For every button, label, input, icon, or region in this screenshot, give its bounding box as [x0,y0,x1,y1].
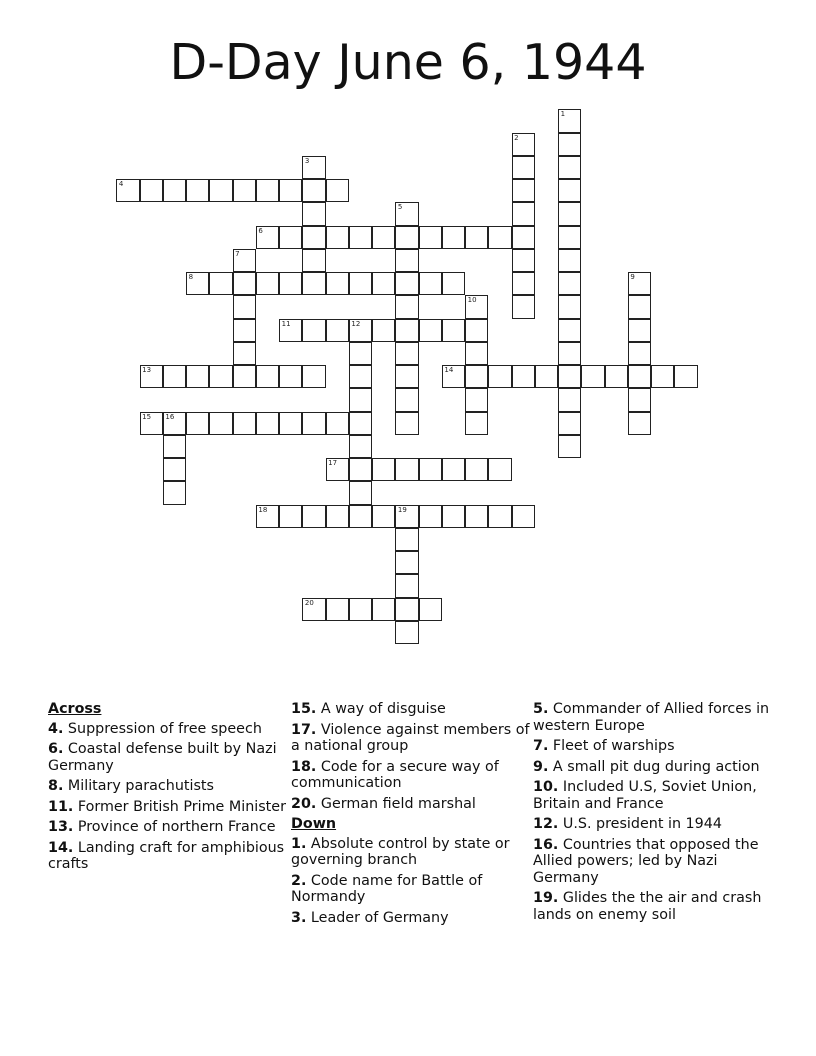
grid-cell[interactable] [512,272,535,295]
clue-text: Coastal defense built by Nazi Germany [48,741,277,774]
grid-cell[interactable] [233,342,256,365]
grid-cell[interactable] [395,574,418,597]
grid-cell[interactable] [349,598,372,621]
grid-cell[interactable] [674,365,697,388]
clue-down-19 [533,890,783,923]
grid-cell[interactable] [302,272,325,295]
grid-cell[interactable] [512,365,535,388]
clue-number: 1. [291,835,307,852]
grid-cell[interactable] [233,295,256,318]
clue-across-6 [48,741,288,774]
grid-cell[interactable] [233,179,256,202]
clue-text: U.S. president in 1944 [558,816,722,832]
grid-cell[interactable] [558,109,581,132]
across-heading: Across [48,701,102,717]
cell-number: 3 [304,156,310,165]
grid-cell[interactable] [163,412,186,435]
clue-across-4 [48,721,288,738]
grid-cell[interactable] [256,179,279,202]
clue-number: 8. [48,778,64,794]
grid-cell[interactable] [326,179,349,202]
clue-number: 12. [533,816,559,832]
grid-cell[interactable] [326,319,349,342]
grid-cell[interactable] [209,365,232,388]
page-title: D-Day June 6, 1944 [169,34,647,91]
grid-cell[interactable] [395,621,418,644]
clue-text: Violence against members of a national group [291,721,530,754]
cell-number: 1 [560,110,566,119]
grid-cell[interactable] [465,365,488,388]
clues-column-3 [533,701,783,927]
grid-cell[interactable] [279,272,302,295]
grid-cell[interactable] [558,179,581,202]
cell-number: 19 [397,505,407,514]
clue-text: Glides the the air and crash lands on enemy soil [533,890,762,923]
grid-cell[interactable] [163,435,186,458]
grid-cell[interactable] [326,272,349,295]
grid-cell[interactable] [395,272,418,295]
grid-cell[interactable] [209,179,232,202]
grid-cell[interactable] [395,505,418,528]
grid-cell[interactable] [302,202,325,225]
grid-cell[interactable] [140,365,163,388]
cell-number: 20 [304,598,314,607]
grid-cell[interactable] [256,412,279,435]
grid-cell[interactable] [186,365,209,388]
grid-cell[interactable] [419,458,442,481]
clue-text: Code name for Battle of Normandy [291,872,483,905]
grid-cell[interactable] [395,388,418,411]
grid-cell[interactable] [163,481,186,504]
cell-number: 4 [118,180,124,189]
grid-cell[interactable] [326,226,349,249]
cell-number: 12 [351,319,361,328]
grid-cell[interactable] [605,365,628,388]
grid-cell[interactable] [326,598,349,621]
grid-cell[interactable] [419,319,442,342]
down-heading: Down [291,816,337,832]
grid-cell[interactable] [186,179,209,202]
grid-cell[interactable] [628,342,651,365]
grid-cell[interactable] [279,226,302,249]
grid-cell[interactable] [395,598,418,621]
grid-cell[interactable] [558,156,581,179]
grid-cell[interactable] [233,412,256,435]
grid-cell[interactable] [233,272,256,295]
grid-cell[interactable] [326,458,349,481]
grid-cell[interactable] [628,412,651,435]
grid-cell[interactable] [558,342,581,365]
cell-number: 8 [188,273,194,282]
cell-number: 9 [630,273,635,282]
grid-cell[interactable] [558,133,581,156]
grid-cell[interactable] [395,249,418,272]
grid-cell[interactable] [395,365,418,388]
cell-number: 17 [328,459,338,468]
grid-cell[interactable] [186,412,209,435]
grid-cell[interactable] [558,388,581,411]
clue-number: 15. [291,701,317,717]
grid-cell[interactable] [628,295,651,318]
grid-cell[interactable] [628,319,651,342]
grid-cell[interactable] [558,365,581,388]
grid-cell[interactable] [302,179,325,202]
clue-text: A small pit dug during action [548,758,760,775]
grid-cell[interactable] [395,342,418,365]
grid-cell[interactable] [419,505,442,528]
grid-cell[interactable] [419,272,442,295]
grid-cell[interactable] [419,598,442,621]
grid-cell[interactable] [465,342,488,365]
grid-cell[interactable] [465,458,488,481]
cell-number: 6 [258,226,263,235]
clue-number: 5. [533,701,549,717]
clue-across-17 [291,722,531,755]
clue-text: Suppression of free speech [63,720,262,737]
clue-down-10 [533,779,783,812]
cell-number: 10 [467,296,477,305]
grid-cell[interactable] [395,551,418,574]
grid-cell[interactable] [628,272,651,295]
grid-cell[interactable] [349,272,372,295]
grid-cell[interactable] [233,249,256,272]
grid-cell[interactable] [465,319,488,342]
clue-across-8 [48,778,288,795]
grid-cell[interactable] [512,133,535,156]
clue-text: Former British Prime Minister [73,798,286,815]
grid-cell[interactable] [209,272,232,295]
clue-across-13 [48,819,288,836]
grid-cell[interactable] [256,272,279,295]
grid-cell[interactable] [302,412,325,435]
clue-down-7 [533,738,783,755]
clue-text: Landing craft for amphibious crafts [48,839,285,872]
grid-cell[interactable] [326,412,349,435]
grid-cell[interactable] [349,319,372,342]
grid-cell[interactable] [512,179,535,202]
grid-cell[interactable] [279,412,302,435]
grid-cell[interactable] [465,388,488,411]
cell-number: 7 [235,249,240,258]
clue-across-18 [291,759,531,792]
grid-cell[interactable] [558,412,581,435]
grid-cell[interactable] [372,598,395,621]
clue-text: Countries that opposed the Allied powers; led by Nazi Germany [533,836,759,886]
clue-text: Commander of Allied forces in western Europe [533,701,770,734]
grid-cell[interactable] [349,365,372,388]
grid-cell[interactable] [465,295,488,318]
grid-cell[interactable] [442,505,465,528]
cell-number: 18 [258,505,268,514]
clue-number: 16. [533,836,559,853]
grid-cell[interactable] [442,226,465,249]
grid-cell[interactable] [581,365,604,388]
grid-cell[interactable] [349,505,372,528]
grid-cell[interactable] [558,319,581,342]
grid-cell[interactable] [558,295,581,318]
clue-number: 19. [533,890,559,906]
cell-number: 13 [142,366,152,375]
grid-cell[interactable] [116,179,139,202]
grid-cell[interactable] [558,435,581,458]
grid-cell[interactable] [372,319,395,342]
grid-cell[interactable] [256,365,279,388]
grid-cell[interactable] [349,435,372,458]
clue-text: Included U.S, Soviet Union, Britain and France [533,779,757,812]
clue-text: Absolute control by state or governing branch [291,835,510,868]
clue-down-5 [533,701,783,734]
grid-cell[interactable] [442,365,465,388]
grid-cell[interactable] [233,365,256,388]
clue-number: 2. [291,872,307,889]
grid-cell[interactable] [349,226,372,249]
grid-cell[interactable] [512,226,535,249]
clue-down-16 [533,837,783,887]
grid-cell[interactable] [372,226,395,249]
cell-number: 5 [397,203,403,212]
clue-number: 18. [291,758,317,775]
grid-cell[interactable] [395,458,418,481]
clue-text: Province of northern France [73,819,276,835]
grid-cell[interactable] [302,156,325,179]
grid-cell[interactable] [186,272,209,295]
grid-cell[interactable] [558,272,581,295]
clue-number: 10. [533,779,559,795]
grid-cell[interactable] [512,505,535,528]
grid-cell[interactable] [628,365,651,388]
clue-down-3 [291,910,531,927]
clue-number: 11. [48,798,74,815]
cell-number: 15 [142,412,152,421]
clue-text: Military parachutists [63,778,214,794]
grid-cell[interactable] [442,319,465,342]
grid-cell[interactable] [395,528,418,551]
clues-column-1 [48,701,288,877]
clue-number: 14. [48,839,74,856]
clue-number: 6. [48,741,64,757]
clue-number: 17. [291,721,317,738]
clue-text: Code for a secure way of communication [291,758,499,791]
grid-cell[interactable] [302,319,325,342]
grid-cell[interactable] [372,505,395,528]
grid-cell[interactable] [256,505,279,528]
grid-cell[interactable] [512,202,535,225]
grid-cell[interactable] [512,295,535,318]
grid-cell[interactable] [465,412,488,435]
grid-cell[interactable] [558,249,581,272]
grid-cell[interactable] [419,226,442,249]
grid-cell[interactable] [395,202,418,225]
grid-cell[interactable] [349,458,372,481]
grid-cell[interactable] [140,412,163,435]
grid-cell[interactable] [442,272,465,295]
clue-number: 4. [48,720,64,737]
grid-cell[interactable] [209,412,232,435]
grid-cell[interactable] [163,458,186,481]
clue-down-2 [291,873,531,906]
grid-cell[interactable] [512,249,535,272]
clue-number: 20. [291,795,317,812]
grid-cell[interactable] [279,179,302,202]
grid-cell[interactable] [140,179,163,202]
grid-cell[interactable] [349,342,372,365]
grid-cell[interactable] [302,226,325,249]
grid-cell[interactable] [163,179,186,202]
cell-number: 2 [514,133,519,142]
grid-cell[interactable] [512,156,535,179]
grid-cell[interactable] [395,226,418,249]
grid-cell[interactable] [233,319,256,342]
grid-cell[interactable] [395,412,418,435]
grid-cell[interactable] [628,388,651,411]
grid-cell[interactable] [349,388,372,411]
grid-cell[interactable] [488,505,511,528]
grid-cell[interactable] [302,365,325,388]
clue-number: 13. [48,819,74,835]
clue-text: German field marshal [316,795,476,812]
grid-cell[interactable] [349,412,372,435]
clue-down-12 [533,816,783,833]
grid-cell[interactable] [465,505,488,528]
grid-cell[interactable] [279,365,302,388]
clue-number: 7. [533,738,549,754]
grid-cell[interactable] [558,202,581,225]
grid-cell[interactable] [302,505,325,528]
grid-cell[interactable] [651,365,674,388]
grid-cell[interactable] [163,365,186,388]
clue-text: Leader of Germany [306,909,449,926]
grid-cell[interactable] [279,505,302,528]
grid-cell[interactable] [535,365,558,388]
grid-cell[interactable] [372,458,395,481]
grid-cell[interactable] [442,458,465,481]
clue-across-11 [48,799,288,816]
grid-cell[interactable] [558,226,581,249]
grid-cell[interactable] [465,226,488,249]
clues-column-2 [291,701,531,930]
grid-cell[interactable] [302,249,325,272]
grid-cell[interactable] [488,458,511,481]
cell-number: 14 [444,366,454,375]
clue-across-14 [48,840,288,873]
grid-cell[interactable] [488,365,511,388]
clue-down-9 [533,759,783,776]
clue-text: A way of disguise [316,701,446,717]
clue-across-20 [291,796,531,813]
grid-cell[interactable] [488,226,511,249]
clue-across-15 [291,701,531,718]
clue-text: Fleet of warships [548,738,675,754]
grid-cell[interactable] [302,598,325,621]
grid-cell[interactable] [395,319,418,342]
clue-number: 3. [291,909,307,926]
clue-number: 9. [533,758,549,775]
grid-cell[interactable] [256,226,279,249]
cell-number: 16 [165,412,175,421]
cell-number: 11 [281,319,291,328]
grid-cell[interactable] [279,319,302,342]
clue-down-1 [291,836,531,869]
grid-cell[interactable] [372,272,395,295]
grid-cell[interactable] [349,481,372,504]
grid-cell[interactable] [395,295,418,318]
grid-cell[interactable] [326,505,349,528]
